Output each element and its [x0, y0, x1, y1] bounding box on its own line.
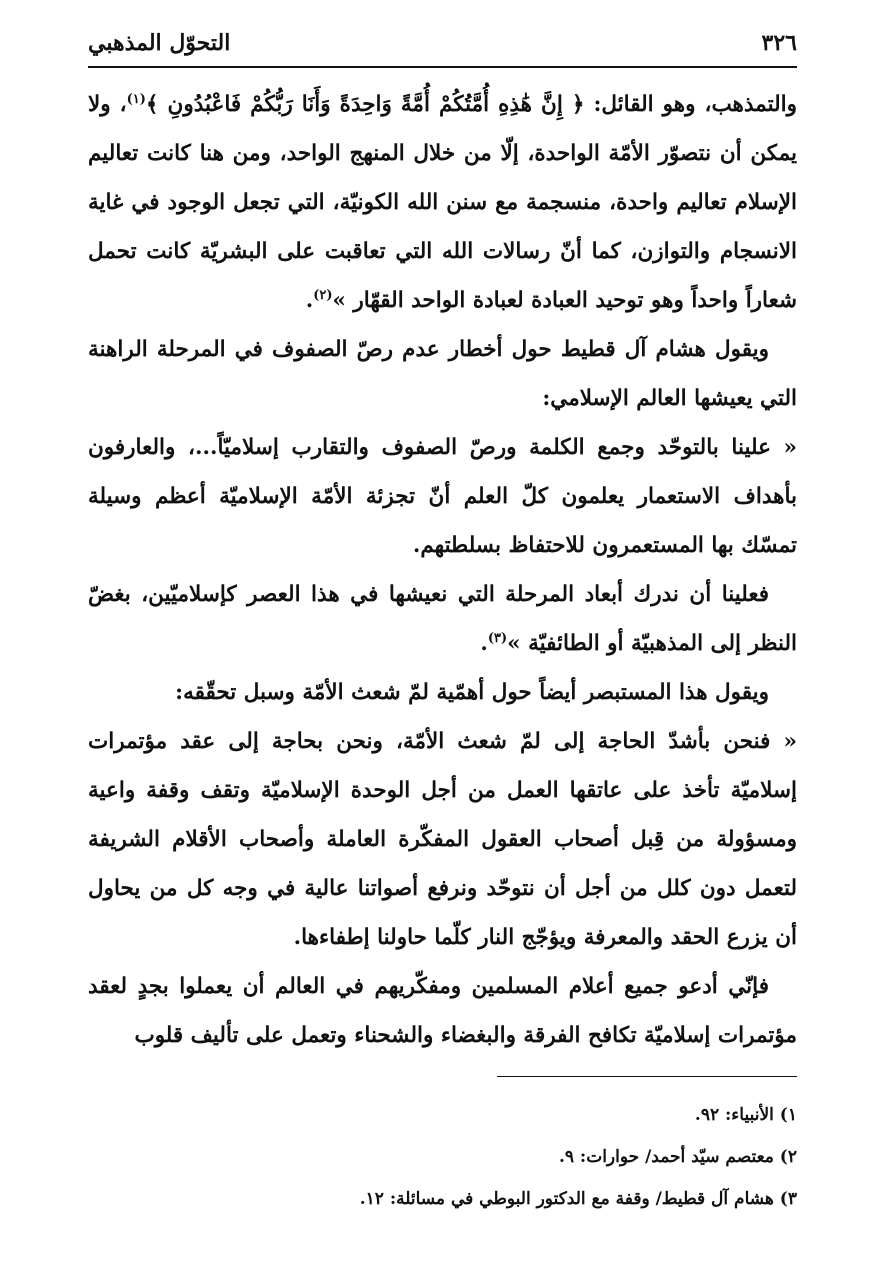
footnotes: [200, 1094, 797, 1220]
paragraph-6-quote: « فنحن بأشدّ الحاجة إلى لمّ شعث الأمّة، ونحن بحاجة إلى عقد مؤتمرات إسلاميّة تأخذ على عاتقها العمل من أجل الوحدة الإسلاميّة وتقف وقفة واعية ومسؤولة من قِبل أصحاب العقول المفكّرة العاملة وأصحاب الأقلام الشريفة لتعمل دون كلل من أجل أن نتوحّد ونرفع أصواتنا عالية في وجه كل من يحاول أن يزرع الحقد والمعرفة ويؤجّج النار كلّما حاولنا إطفاءها.: [88, 729, 797, 950]
page-number: ٣٢٦: [761, 30, 797, 56]
paragraph-5: ويقول هذا المستبصر أيضاً حول أهمّية لمّ شعث الأمّة وسبل تحقّقه:: [175, 680, 769, 705]
footnote-ref-3: (٣): [487, 630, 508, 646]
footnote-ref-1: (١): [126, 91, 146, 107]
paragraph-2: [88, 325, 797, 423]
header-divider: [88, 66, 797, 68]
paragraph-7: فإنّي أدعو جميع أعلام المسلمين ومفكّريهم في العالم أن يعملوا بجدٍ لعقد مؤتمرات إسلاميّة تكافح الفرقة والبغضاء والشحناء وتعمل على تأليف قلوب: [88, 974, 797, 1048]
footnote-ref-2: (٢): [313, 287, 333, 303]
paragraph-3-quote: « علينا بالتوحّد وجمع الكلمة ورصّ الصفوف والتقارب إسلاميّاً...، والعارفون بأهداف الاستعمار يعلمون كلّ العلم أنّ تجزئة الأمّة الإسلاميّة أعظم وسيلة تمسّك بها المستعمرون للاحتفاظ بسلطتهم.: [88, 435, 797, 558]
quran-verse: ﴿ إِنَّ هَٰذِهِ أُمَّتُكُمْ أُمَّةً وَاحِدَةً وَأَنَا رَبُّكُمْ فَاعْبُدُونِ ﴾: [145, 92, 585, 117]
paragraph-4-text: فعلينا أن ندرك أبعاد المرحلة التي نعيشها في هذا العصر كإسلاميّين، بغضّ النظر إلى المذهبيّة أو الطائفيّة »: [88, 582, 797, 656]
footnote-1: ١) الأنبياء: ٩٢.: [694, 1105, 797, 1125]
paragraph-2-start: ويقول: [705, 337, 769, 362]
paragraph-4: [88, 570, 797, 668]
author-name: هشام آل قطيط: [560, 337, 706, 362]
paragraph-1-end: .: [305, 288, 314, 313]
paragraph-4-end: .: [480, 631, 488, 656]
paragraph-2-rest: حول أخطار عدم رصّ الصفوف في المرحلة الراهنة التي يعيشها العالم الإسلامي:: [88, 337, 797, 411]
footnote-divider: [497, 1076, 797, 1077]
running-header: [88, 28, 797, 60]
footnote-2: ٢) معتصم سيّد أحمد/ حوارات: ٩.: [558, 1147, 797, 1167]
footnote-3: ٣) هشام آل قطيط/ وقفة مع الدكتور البوطي في مسائلة: ١٢.: [359, 1189, 797, 1209]
paragraph-1-intro: والتمذهب، وهو القائل:: [584, 92, 798, 117]
paragraph-1: [88, 80, 797, 325]
paragraph-1-rest: ، ولا يمكن أن نتصوّر الأمّة الواحدة، إلّا من خلال المنهج الواحد، ومن هنا كانت تعاليم الإسلام تعاليم واحدة، منسجمة مع سنن الله الكونيّة، التي تجعل الوجود في غاية الانسجام والتوازن، كما أنّ رسالات الله التي تعاقبت على البشريّة كانت تحمل شعاراً واحداً وهو توحيد العبادة لعبادة الواحد القهّار »: [88, 92, 797, 313]
main-text: [88, 80, 797, 1060]
running-title: التحوّل المذهبي: [88, 30, 231, 56]
